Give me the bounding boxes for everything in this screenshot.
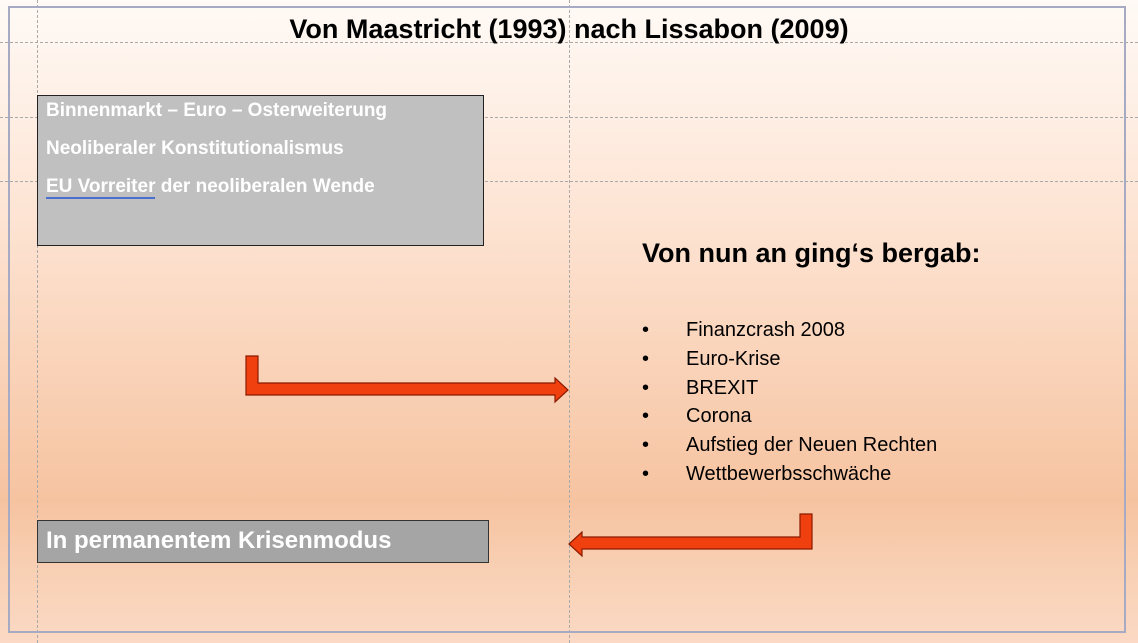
bullet-item: • Finanzcrash 2008 xyxy=(642,316,937,345)
bullet-item: • Wettbewerbsschwäche xyxy=(642,460,937,489)
bullet-item: • BREXIT xyxy=(642,374,937,403)
bent-arrow-left[interactable] xyxy=(569,514,812,556)
top-box-line-2: Neoliberaler Konstitutionalismus xyxy=(46,138,344,159)
bullet-item: • Aufstieg der Neuen Rechten xyxy=(642,431,937,460)
bullet-item: • Corona xyxy=(642,402,937,431)
bullet-item: • Euro-Krise xyxy=(642,345,937,374)
downturn-heading[interactable]: Von nun an ging‘s bergab: xyxy=(642,238,981,268)
top-box-line-1: Binnenmarkt – Euro – Osterweiterung xyxy=(46,100,388,121)
bent-arrow-right[interactable] xyxy=(246,356,568,402)
crisis-bullet-list[interactable] xyxy=(642,316,937,489)
spellcheck-underlined-text: EU Vorreiter xyxy=(46,176,156,197)
bottom-text-box[interactable] xyxy=(37,520,489,563)
top-box-line-3-rest: der neoliberalen Wende xyxy=(155,176,375,197)
slide-title[interactable]: Von Maastricht (1993) nach Lissabon (2009) xyxy=(289,14,849,44)
bottom-box-label: In permanentem Krisenmodus xyxy=(46,527,392,554)
